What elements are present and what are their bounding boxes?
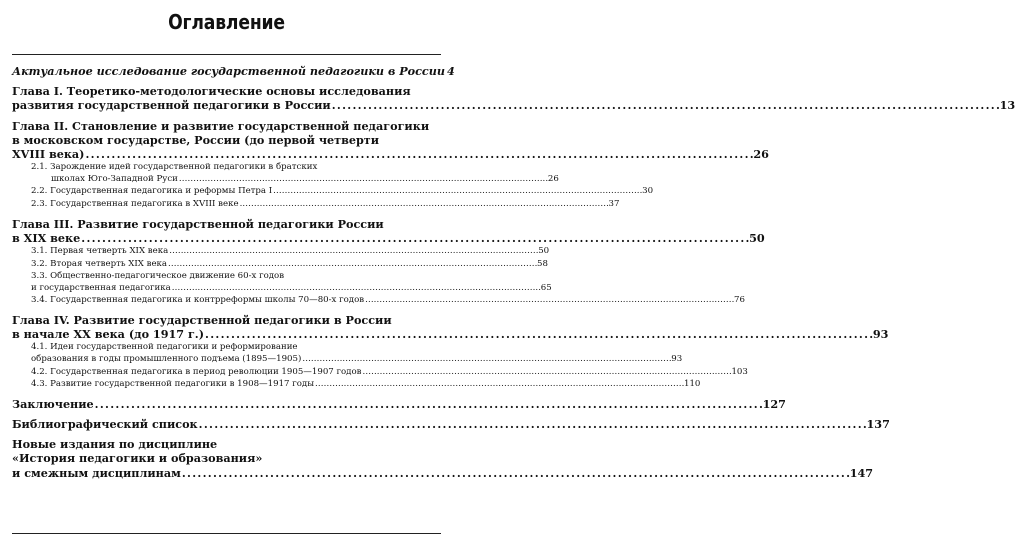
page-number: 110 (684, 379, 701, 390)
page-number: 37 (608, 199, 620, 209)
dot-leader (172, 283, 540, 295)
page-number: 50 (749, 230, 765, 245)
toc-entry-section-4-2[interactable]: 4.2. Государственная педагогика в период революции 1905—1907 годов . . . 103 (31, 367, 441, 379)
page-number: 13 (999, 98, 1015, 113)
dot-leader (81, 231, 748, 245)
toc-entry-section-2-1[interactable]: 2.1. Зарождение идей государственной педагогики в братских школах Юго-Западной Руси . . . 26 (31, 162, 441, 185)
dot-leader (85, 147, 752, 161)
page-number: 26 (547, 173, 559, 184)
dot-leader (315, 379, 683, 391)
page-number: 93 (671, 353, 683, 364)
toc-entry-section-3-2[interactable]: 3.2. Вторая четверть XIX века . . . 58 (31, 259, 441, 271)
dot-leader (240, 199, 608, 211)
dot-leader (168, 259, 536, 271)
dot-leader (205, 327, 872, 341)
page-title: Оглавление (168, 10, 285, 34)
toc-entry-bibliography[interactable]: Библиографический список . . . 137 (12, 417, 441, 431)
bottom-divider (12, 533, 441, 534)
dot-leader (95, 397, 762, 411)
toc-entry-intro[interactable]: Актуальное исследование государственной педагогики в России 4 (12, 64, 455, 78)
page-number: 137 (866, 416, 890, 431)
page-number: 30 (642, 186, 654, 197)
page-number: 76 (734, 295, 745, 306)
toc-entry-section-3-4[interactable]: 3.4. Государственная педагогика и контрреформы школы 70—80-х годов . . . 76 (31, 295, 441, 307)
page-number: 4 (446, 64, 455, 78)
table-of-contents (12, 64, 1015, 480)
toc-entry-chapter-4[interactable]: Глава IV. Развитие государственной педагогики в России в начале XX века (до 1917 г.) . . . 93 (12, 313, 441, 341)
page-number: 127 (762, 396, 786, 411)
dot-leader (179, 174, 547, 186)
dot-leader (302, 354, 670, 366)
dot-leader (332, 98, 999, 112)
toc-entry-section-4-1[interactable]: 4.1. Идеи государственной педагогики и реформирование образования в годы промышленного подъема (1895—1905) . . . 93 (31, 342, 441, 365)
dot-leader (362, 367, 730, 379)
page-number: 147 (849, 465, 874, 480)
page-number: 50 (538, 246, 550, 256)
page-number: 103 (731, 366, 748, 377)
toc-entry-chapter-2[interactable]: Глава II. Становление и развитие государственной педагогики в московском государстве, России (до первой четверти XVIII века) . . . 26 (12, 119, 441, 162)
page-number: 58 (537, 258, 548, 269)
toc-entry-section-4-3[interactable]: 4.3. Развитие государственной педагогики в 1908—1917 годы . . . 110 (31, 379, 441, 391)
dot-leader (169, 246, 537, 258)
page-number: 65 (540, 282, 552, 293)
toc-entry-section-2-2[interactable]: 2.2. Государственная педагогика и реформы Петра I . . . 30 (31, 186, 441, 198)
toc-entry-new-editions[interactable]: Новые издания по дисциплине «История педагогики и образования» и смежным дисциплинам . . . 147 (12, 437, 441, 480)
toc-entry-section-2-3[interactable]: 2.3. Государственная педагогика в XVIII веке . . . 37 (31, 199, 441, 211)
dot-leader (199, 417, 866, 431)
toc-entry-section-3-3[interactable]: 3.3. Общественно-педагогическое движение 60-х годов и государственная педагогика . . . 65 (31, 271, 441, 294)
page-number: 93 (872, 327, 889, 342)
top-divider (12, 54, 441, 55)
toc-entry-chapter-1[interactable]: Глава I. Теоретико-методологические основы исследования развития государственной педагогики в России . . . 13 (12, 84, 441, 112)
toc-entry-chapter-3[interactable]: Глава III. Развитие государственной педагогики России в XIX веке . . . 50 (12, 217, 441, 245)
dot-leader (273, 186, 641, 198)
toc-entry-conclusion[interactable]: Заключение . . . 127 (12, 397, 441, 411)
dot-leader (365, 295, 733, 307)
toc-entry-section-3-1[interactable]: 3.1. Первая четверть XIX века . . . 50 (31, 246, 441, 258)
page-number: 26 (753, 147, 769, 162)
dot-leader (182, 466, 849, 480)
